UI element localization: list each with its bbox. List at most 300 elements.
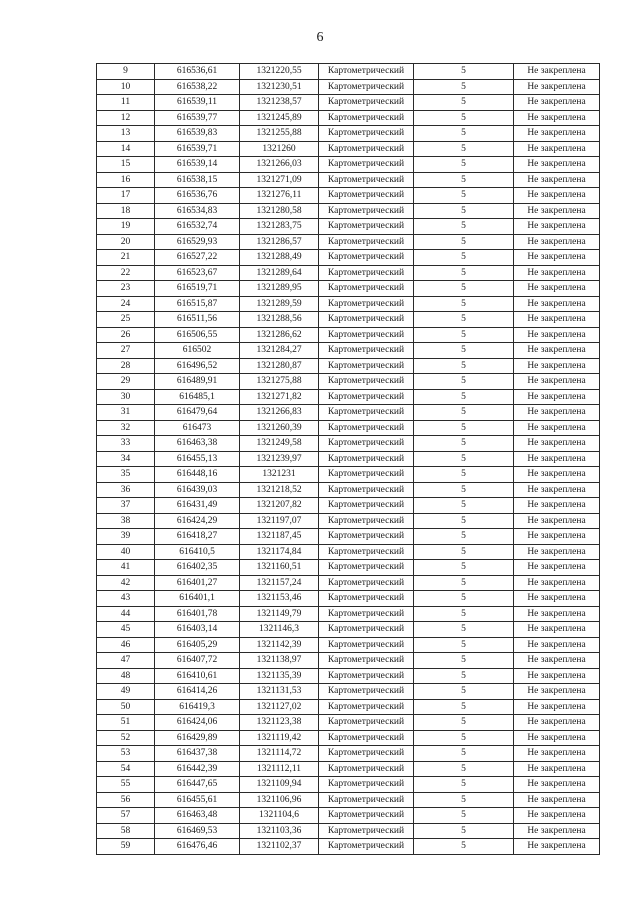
table-row [97,498,600,514]
fixation-cell: Не закреплена [514,606,600,622]
fixation-cell: Не закреплена [514,575,600,591]
fixation-cell: Не закреплена [514,265,600,281]
fixation-cell: Не закреплена [514,126,600,142]
y-coordinate-cell: 1321207,82 [240,498,319,514]
x-coordinate-cell: 616529,93 [155,234,240,250]
accuracy-cell: 5 [414,110,514,126]
method-cell: Картометрический [319,622,414,638]
accuracy-cell: 5 [414,95,514,111]
method-cell: Картометрический [319,730,414,746]
method-cell: Картометрический [319,374,414,390]
accuracy-cell: 5 [414,188,514,204]
y-coordinate-cell: 1321149,79 [240,606,319,622]
x-coordinate-cell: 616405,29 [155,637,240,653]
y-coordinate-cell: 1321231 [240,467,319,483]
x-coordinate-cell: 616442,39 [155,761,240,777]
table-row [97,374,600,390]
accuracy-cell: 5 [414,684,514,700]
method-cell: Картометрический [319,234,414,250]
page-number: 6 [316,30,324,45]
fixation-cell: Не закреплена [514,250,600,266]
point-number-cell: 49 [97,684,155,700]
x-coordinate-cell: 616538,22 [155,79,240,95]
fixation-cell: Не закреплена [514,172,600,188]
fixation-cell: Не закреплена [514,513,600,529]
x-coordinate-cell: 616447,65 [155,777,240,793]
table-row [97,699,600,715]
x-coordinate-cell: 616439,03 [155,482,240,498]
y-coordinate-cell: 1321102,37 [240,839,319,855]
accuracy-cell: 5 [414,64,514,80]
point-number-cell: 26 [97,327,155,343]
table-row [97,141,600,157]
y-coordinate-cell: 1321119,42 [240,730,319,746]
y-coordinate-cell: 1321220,55 [240,64,319,80]
accuracy-cell: 5 [414,777,514,793]
x-coordinate-cell: 616506,55 [155,327,240,343]
point-number-cell: 42 [97,575,155,591]
accuracy-cell: 5 [414,606,514,622]
y-coordinate-cell: 1321288,56 [240,312,319,328]
y-coordinate-cell: 1321187,45 [240,529,319,545]
method-cell: Картометрический [319,715,414,731]
method-cell: Картометрический [319,64,414,80]
y-coordinate-cell: 1321112,11 [240,761,319,777]
x-coordinate-cell: 616402,35 [155,560,240,576]
fixation-cell: Не закреплена [514,715,600,731]
fixation-cell: Не закреплена [514,436,600,452]
table-row [97,265,600,281]
accuracy-cell: 5 [414,622,514,638]
x-coordinate-cell: 616519,71 [155,281,240,297]
method-cell: Картометрический [319,761,414,777]
method-cell: Картометрический [319,312,414,328]
table-row [97,358,600,374]
y-coordinate-cell: 1321275,88 [240,374,319,390]
accuracy-cell: 5 [414,529,514,545]
method-cell: Картометрический [319,389,414,405]
table-row [97,312,600,328]
x-coordinate-cell: 616532,74 [155,219,240,235]
accuracy-cell: 5 [414,792,514,808]
table-row [97,203,600,219]
x-coordinate-cell: 616410,61 [155,668,240,684]
fixation-cell: Не закреплена [514,699,600,715]
accuracy-cell: 5 [414,544,514,560]
point-number-cell: 40 [97,544,155,560]
accuracy-cell: 5 [414,591,514,607]
point-number-cell: 50 [97,699,155,715]
fixation-cell: Не закреплена [514,64,600,80]
table-row [97,405,600,421]
table-row [97,296,600,312]
point-number-cell: 30 [97,389,155,405]
accuracy-cell: 5 [414,327,514,343]
x-coordinate-cell: 616539,14 [155,157,240,173]
y-coordinate-cell: 1321131,53 [240,684,319,700]
point-number-cell: 29 [97,374,155,390]
fixation-cell: Не закреплена [514,234,600,250]
point-number-cell: 28 [97,358,155,374]
point-number-cell: 10 [97,79,155,95]
method-cell: Картометрический [319,606,414,622]
accuracy-cell: 5 [414,172,514,188]
y-coordinate-cell: 1321280,87 [240,358,319,374]
y-coordinate-cell: 1321289,64 [240,265,319,281]
y-coordinate-cell: 1321104,6 [240,808,319,824]
table-row [97,219,600,235]
table-row [97,95,600,111]
fixation-cell: Не закреплена [514,591,600,607]
point-number-cell: 48 [97,668,155,684]
y-coordinate-cell: 1321114,72 [240,746,319,762]
fixation-cell: Не закреплена [514,839,600,855]
table-row [97,234,600,250]
method-cell: Картометрический [319,513,414,529]
method-cell: Картометрический [319,265,414,281]
method-cell: Картометрический [319,808,414,824]
x-coordinate-cell: 616431,49 [155,498,240,514]
accuracy-cell: 5 [414,498,514,514]
accuracy-cell: 5 [414,513,514,529]
x-coordinate-cell: 616401,27 [155,575,240,591]
table-row [97,684,600,700]
fixation-cell: Не закреплена [514,467,600,483]
accuracy-cell: 5 [414,157,514,173]
x-coordinate-cell: 616536,61 [155,64,240,80]
accuracy-cell: 5 [414,699,514,715]
table-row [97,64,600,80]
point-number-cell: 16 [97,172,155,188]
x-coordinate-cell: 616455,61 [155,792,240,808]
method-cell: Картометрический [319,482,414,498]
accuracy-cell: 5 [414,343,514,359]
fixation-cell: Не закреплена [514,296,600,312]
fixation-cell: Не закреплена [514,203,600,219]
table-row [97,591,600,607]
table-row [97,172,600,188]
fixation-cell: Не закреплена [514,188,600,204]
accuracy-cell: 5 [414,482,514,498]
y-coordinate-cell: 1321157,24 [240,575,319,591]
x-coordinate-cell: 616485,1 [155,389,240,405]
accuracy-cell: 5 [414,451,514,467]
accuracy-cell: 5 [414,823,514,839]
table-row [97,343,600,359]
method-cell: Картометрический [319,172,414,188]
table-row [97,110,600,126]
accuracy-cell: 5 [414,296,514,312]
y-coordinate-cell: 1321266,83 [240,405,319,421]
point-number-cell: 22 [97,265,155,281]
x-coordinate-cell: 616515,87 [155,296,240,312]
x-coordinate-cell: 616414,26 [155,684,240,700]
y-coordinate-cell: 1321288,49 [240,250,319,266]
y-coordinate-cell: 1321103,36 [240,823,319,839]
point-number-cell: 47 [97,653,155,669]
point-number-cell: 43 [97,591,155,607]
point-number-cell: 13 [97,126,155,142]
accuracy-cell: 5 [414,575,514,591]
method-cell: Картометрический [319,544,414,560]
x-coordinate-cell: 616401,1 [155,591,240,607]
fixation-cell: Не закреплена [514,637,600,653]
fixation-cell: Не закреплена [514,79,600,95]
accuracy-cell: 5 [414,467,514,483]
y-coordinate-cell: 1321174,84 [240,544,319,560]
method-cell: Картометрический [319,792,414,808]
fixation-cell: Не закреплена [514,668,600,684]
method-cell: Картометрический [319,405,414,421]
table-row [97,451,600,467]
method-cell: Картометрический [319,575,414,591]
accuracy-cell: 5 [414,219,514,235]
point-number-cell: 23 [97,281,155,297]
fixation-cell: Не закреплена [514,777,600,793]
method-cell: Картометрический [319,203,414,219]
y-coordinate-cell: 1321271,82 [240,389,319,405]
x-coordinate-cell: 616473 [155,420,240,436]
table-row [97,436,600,452]
y-coordinate-cell: 1321230,51 [240,79,319,95]
accuracy-cell: 5 [414,250,514,266]
accuracy-cell: 5 [414,653,514,669]
point-number-cell: 33 [97,436,155,452]
table-row [97,839,600,855]
method-cell: Картометрический [319,560,414,576]
point-number-cell: 11 [97,95,155,111]
y-coordinate-cell: 1321289,59 [240,296,319,312]
point-number-cell: 52 [97,730,155,746]
accuracy-cell: 5 [414,436,514,452]
x-coordinate-cell: 616496,52 [155,358,240,374]
fixation-cell: Не закреплена [514,374,600,390]
fixation-cell: Не закреплена [514,281,600,297]
accuracy-cell: 5 [414,203,514,219]
accuracy-cell: 5 [414,808,514,824]
x-coordinate-cell: 616476,46 [155,839,240,855]
x-coordinate-cell: 616407,72 [155,653,240,669]
table-row [97,622,600,638]
x-coordinate-cell: 616424,29 [155,513,240,529]
table-row [97,157,600,173]
y-coordinate-cell: 1321289,95 [240,281,319,297]
point-number-cell: 27 [97,343,155,359]
accuracy-cell: 5 [414,141,514,157]
method-cell: Картометрический [319,126,414,142]
point-number-cell: 39 [97,529,155,545]
accuracy-cell: 5 [414,405,514,421]
fixation-cell: Не закреплена [514,389,600,405]
table-row [97,79,600,95]
method-cell: Картометрический [319,281,414,297]
x-coordinate-cell: 616479,64 [155,405,240,421]
method-cell: Картометрический [319,343,414,359]
method-cell: Картометрический [319,188,414,204]
table-row [97,606,600,622]
accuracy-cell: 5 [414,358,514,374]
method-cell: Картометрический [319,79,414,95]
method-cell: Картометрический [319,591,414,607]
point-number-cell: 9 [97,64,155,80]
fixation-cell: Не закреплена [514,684,600,700]
x-coordinate-cell: 616401,78 [155,606,240,622]
fixation-cell: Не закреплена [514,746,600,762]
point-number-cell: 14 [97,141,155,157]
accuracy-cell: 5 [414,374,514,390]
point-number-cell: 58 [97,823,155,839]
method-cell: Картометрический [319,95,414,111]
method-cell: Картометрический [319,637,414,653]
point-number-cell: 57 [97,808,155,824]
table-row [97,715,600,731]
method-cell: Картометрический [319,327,414,343]
method-cell: Картометрический [319,296,414,312]
point-number-cell: 18 [97,203,155,219]
table-row [97,777,600,793]
point-number-cell: 12 [97,110,155,126]
method-cell: Картометрический [319,653,414,669]
method-cell: Картометрический [319,219,414,235]
y-coordinate-cell: 1321127,02 [240,699,319,715]
table-row [97,250,600,266]
point-number-cell: 59 [97,839,155,855]
point-number-cell: 56 [97,792,155,808]
table-row [97,637,600,653]
method-cell: Картометрический [319,436,414,452]
table-row [97,746,600,762]
fixation-cell: Не закреплена [514,405,600,421]
accuracy-cell: 5 [414,79,514,95]
method-cell: Картометрический [319,668,414,684]
table-row [97,188,600,204]
x-coordinate-cell: 616437,38 [155,746,240,762]
x-coordinate-cell: 616534,83 [155,203,240,219]
table-row [97,808,600,824]
fixation-cell: Не закреплена [514,141,600,157]
accuracy-cell: 5 [414,668,514,684]
fixation-cell: Не закреплена [514,560,600,576]
point-number-cell: 34 [97,451,155,467]
method-cell: Картометрический [319,498,414,514]
point-number-cell: 25 [97,312,155,328]
table-row [97,668,600,684]
fixation-cell: Не закреплена [514,808,600,824]
fixation-cell: Не закреплена [514,420,600,436]
point-number-cell: 20 [97,234,155,250]
point-number-cell: 53 [97,746,155,762]
accuracy-cell: 5 [414,265,514,281]
fixation-cell: Не закреплена [514,343,600,359]
accuracy-cell: 5 [414,730,514,746]
point-number-cell: 24 [97,296,155,312]
table-row [97,653,600,669]
table-row [97,281,600,297]
method-cell: Картометрический [319,699,414,715]
point-number-cell: 21 [97,250,155,266]
table-row [97,529,600,545]
accuracy-cell: 5 [414,312,514,328]
table-row [97,560,600,576]
y-coordinate-cell: 1321271,09 [240,172,319,188]
y-coordinate-cell: 1321286,57 [240,234,319,250]
x-coordinate-cell: 616539,83 [155,126,240,142]
method-cell: Картометрический [319,110,414,126]
y-coordinate-cell: 1321160,51 [240,560,319,576]
table-row [97,482,600,498]
point-number-cell: 31 [97,405,155,421]
y-coordinate-cell: 1321276,11 [240,188,319,204]
x-coordinate-cell: 616403,14 [155,622,240,638]
fixation-cell: Не закреплена [514,730,600,746]
point-number-cell: 35 [97,467,155,483]
y-coordinate-cell: 1321109,94 [240,777,319,793]
accuracy-cell: 5 [414,126,514,142]
point-number-cell: 19 [97,219,155,235]
point-number-cell: 32 [97,420,155,436]
fixation-cell: Не закреплена [514,95,600,111]
point-number-cell: 45 [97,622,155,638]
x-coordinate-cell: 616511,56 [155,312,240,328]
fixation-cell: Не закреплена [514,792,600,808]
fixation-cell: Не закреплена [514,327,600,343]
table-row [97,467,600,483]
fixation-cell: Не закреплена [514,761,600,777]
table-row [97,823,600,839]
y-coordinate-cell: 1321286,62 [240,327,319,343]
table-row [97,420,600,436]
table-row [97,761,600,777]
fixation-cell: Не закреплена [514,544,600,560]
table-row [97,792,600,808]
fixation-cell: Не закреплена [514,219,600,235]
point-number-cell: 44 [97,606,155,622]
point-number-cell: 37 [97,498,155,514]
y-coordinate-cell: 1321280,58 [240,203,319,219]
x-coordinate-cell: 616539,77 [155,110,240,126]
fixation-cell: Не закреплена [514,529,600,545]
y-coordinate-cell: 1321284,27 [240,343,319,359]
point-number-cell: 54 [97,761,155,777]
y-coordinate-cell: 1321135,39 [240,668,319,684]
accuracy-cell: 5 [414,746,514,762]
method-cell: Картометрический [319,777,414,793]
accuracy-cell: 5 [414,389,514,405]
method-cell: Картометрический [319,467,414,483]
x-coordinate-cell: 616536,76 [155,188,240,204]
x-coordinate-cell: 616463,38 [155,436,240,452]
fixation-cell: Не закреплена [514,653,600,669]
y-coordinate-cell: 1321245,89 [240,110,319,126]
table-row [97,730,600,746]
accuracy-cell: 5 [414,761,514,777]
x-coordinate-cell: 616448,16 [155,467,240,483]
fixation-cell: Не закреплена [514,358,600,374]
method-cell: Картометрический [319,157,414,173]
accuracy-cell: 5 [414,281,514,297]
point-number-cell: 15 [97,157,155,173]
method-cell: Картометрический [319,746,414,762]
accuracy-cell: 5 [414,420,514,436]
x-coordinate-cell: 616463,48 [155,808,240,824]
method-cell: Картометрический [319,823,414,839]
x-coordinate-cell: 616455,13 [155,451,240,467]
y-coordinate-cell: 1321138,97 [240,653,319,669]
method-cell: Картометрический [319,420,414,436]
y-coordinate-cell: 1321260,39 [240,420,319,436]
x-coordinate-cell: 616523,67 [155,265,240,281]
accuracy-cell: 5 [414,637,514,653]
